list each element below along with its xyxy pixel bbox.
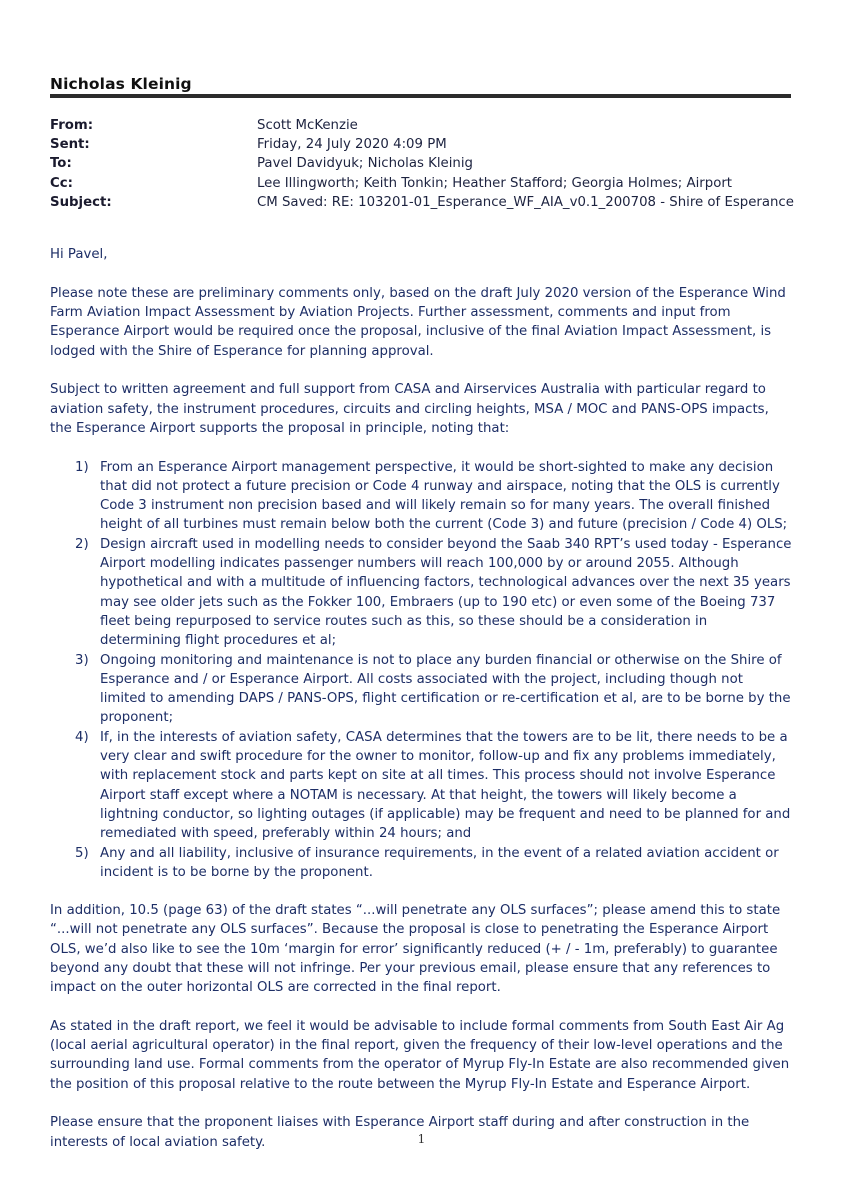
subject-value: CM Saved: RE: 103201-01_Esperance_WF_AIA_v0.1_200708 - Shire of Esperance xyxy=(257,194,794,210)
sent-row xyxy=(50,135,810,154)
paragraph-formal-comments: As stated in the draft report, we feel it would be advisable to include formal comments from South East Air Ag (local aerial agricultural operator) in the final report, given the frequency of their low-level operations and the surrounding land use. Formal comments from the operator of Myrup Fly-In Estate are also recommended given the position of this proposal relative to the route between the Myrup Fly-In Estate and Esperance Airport. xyxy=(50,1018,790,1092)
to-row xyxy=(50,154,810,173)
list-item-number: 5) xyxy=(75,845,89,861)
list-item xyxy=(50,844,792,883)
conditions-list xyxy=(50,458,792,883)
cc-row xyxy=(50,174,810,193)
greeting: Hi Pavel, xyxy=(50,247,108,262)
list-item xyxy=(50,728,792,844)
to-value: Pavel Davidyuk; Nicholas Kleinig xyxy=(257,156,473,172)
list-item-number: 2) xyxy=(75,536,89,552)
cc-label: Cc: xyxy=(50,175,73,191)
list-item xyxy=(50,458,792,535)
paragraph-support: Subject to written agreement and full support from CASA and Airservices Australia with particular regard to aviation safety, the instrument procedures, circuits and circling heights, MSA / MOC and PANS-OPS impacts, the Esperance Airport supports the proposal in principle, noting that: xyxy=(50,382,769,436)
from-value: Scott McKenzie xyxy=(257,118,358,133)
list-item-text: Design aircraft used in modelling needs to consider beyond the Saab 340 RPT’s used today - Esperance Airport modelling indicates passenger numbers will reach 100,000 by or around 2055. Although hypothetical and with a multitude of influencing factors, technological advances over the next 35 years may see older jets such as the Fokker 100, Embraers (up to 190 etc) or even some of the Boeing 737 fleet being repurposed to service routes such as this, so these should be a consideration in determining flight procedures et al; xyxy=(100,536,792,649)
list-item-text: From an Esperance Airport management perspective, it would be short-sighted to make any decision that did not protect a future precision or Code 4 runway and airspace, noting that the OLS is currently Code 3 instrument non precision based and will likely remain so for many years. The overall finished height of all turbines must remain below both the current (Code 3) and future (precision / Code 4) OLS; xyxy=(100,459,788,533)
list-item xyxy=(50,535,792,651)
list-item-text: Any and all liability, inclusive of insurance requirements, in the event of a related aviation accident or incident is to be borne by the proponent. xyxy=(100,845,779,880)
paragraph-preliminary: Please note these are preliminary comments only, based on the draft July 2020 version of the Esperance Wind Farm Aviation Impact Assessment by Aviation Projects. Further assessment, comments and input from Esperance Airport would be required once the proposal, inclusive of the final Aviation Impact Assessment, is lodged with the Shire of Esperance for planning approval. xyxy=(50,285,786,359)
header-divider xyxy=(50,94,791,98)
paragraph-liaise: Please ensure that the proponent liaises with Esperance Airport staff during and after construction in the interests of local aviation safety. xyxy=(50,1115,750,1150)
list-item-text: If, in the interests of aviation safety, CASA determines that the towers are to be lit, there needs to be a very clear and swift procedure for the owner to monitor, follow-up and fix any problems immediately, with replacement stock and parts kept on site at all times. This process should not involve Esperance Airport staff except where a NOTAM is necessary. At that height, the towers will likely become a lightning conductor, so lighting outages (if applicable) may be frequent and need to be planned for and remediated with speed, preferably within 24 hours; and xyxy=(100,729,791,842)
from-label: From: xyxy=(50,118,94,133)
email-header-fields xyxy=(50,116,810,212)
sent-value: Friday, 24 July 2020 4:09 PM xyxy=(257,137,447,153)
subject-row xyxy=(50,193,810,212)
email-body xyxy=(50,245,792,1171)
to-label: To: xyxy=(50,156,72,172)
page-number: 1 xyxy=(417,1132,426,1146)
list-item-number: 4) xyxy=(75,729,89,745)
from-row xyxy=(50,116,810,135)
sender-name-heading: Nicholas Kleinig xyxy=(50,75,192,93)
paragraph-ols-amendment: In addition, 10.5 (page 63) of the draft states “...will penetrate any OLS surfaces”; please amend this to state “...will not penetrate any OLS surfaces”. Because the proposal is close to penetrating the Esperance Airport OLS, we’d also like to see the 10m ‘margin for error’ significantly reduced (+ / - 1m, preferably) to guarantee beyond any doubt that these will not infringe. Per your previous email, please ensure that any references to impact on the outer horizontal OLS are corrected in the final report. xyxy=(50,903,781,996)
list-item-text: Ongoing monitoring and maintenance is not to place any burden financial or otherwise on the Shire of Esperance and / or Esperance Airport. All costs associated with the project, including though not limited to amending DAPS / PANS-OPS, flight certification or re-certification et al, are to be borne by the proponent; xyxy=(100,652,791,726)
list-item-number: 1) xyxy=(75,459,89,475)
list-item-number: 3) xyxy=(75,652,89,668)
cc-value: Lee Illingworth; Keith Tonkin; Heather Stafford; Georgia Holmes; Airport xyxy=(257,175,733,191)
subject-label: Subject: xyxy=(50,194,112,210)
sent-label: Sent: xyxy=(50,137,90,153)
list-item xyxy=(50,651,792,728)
